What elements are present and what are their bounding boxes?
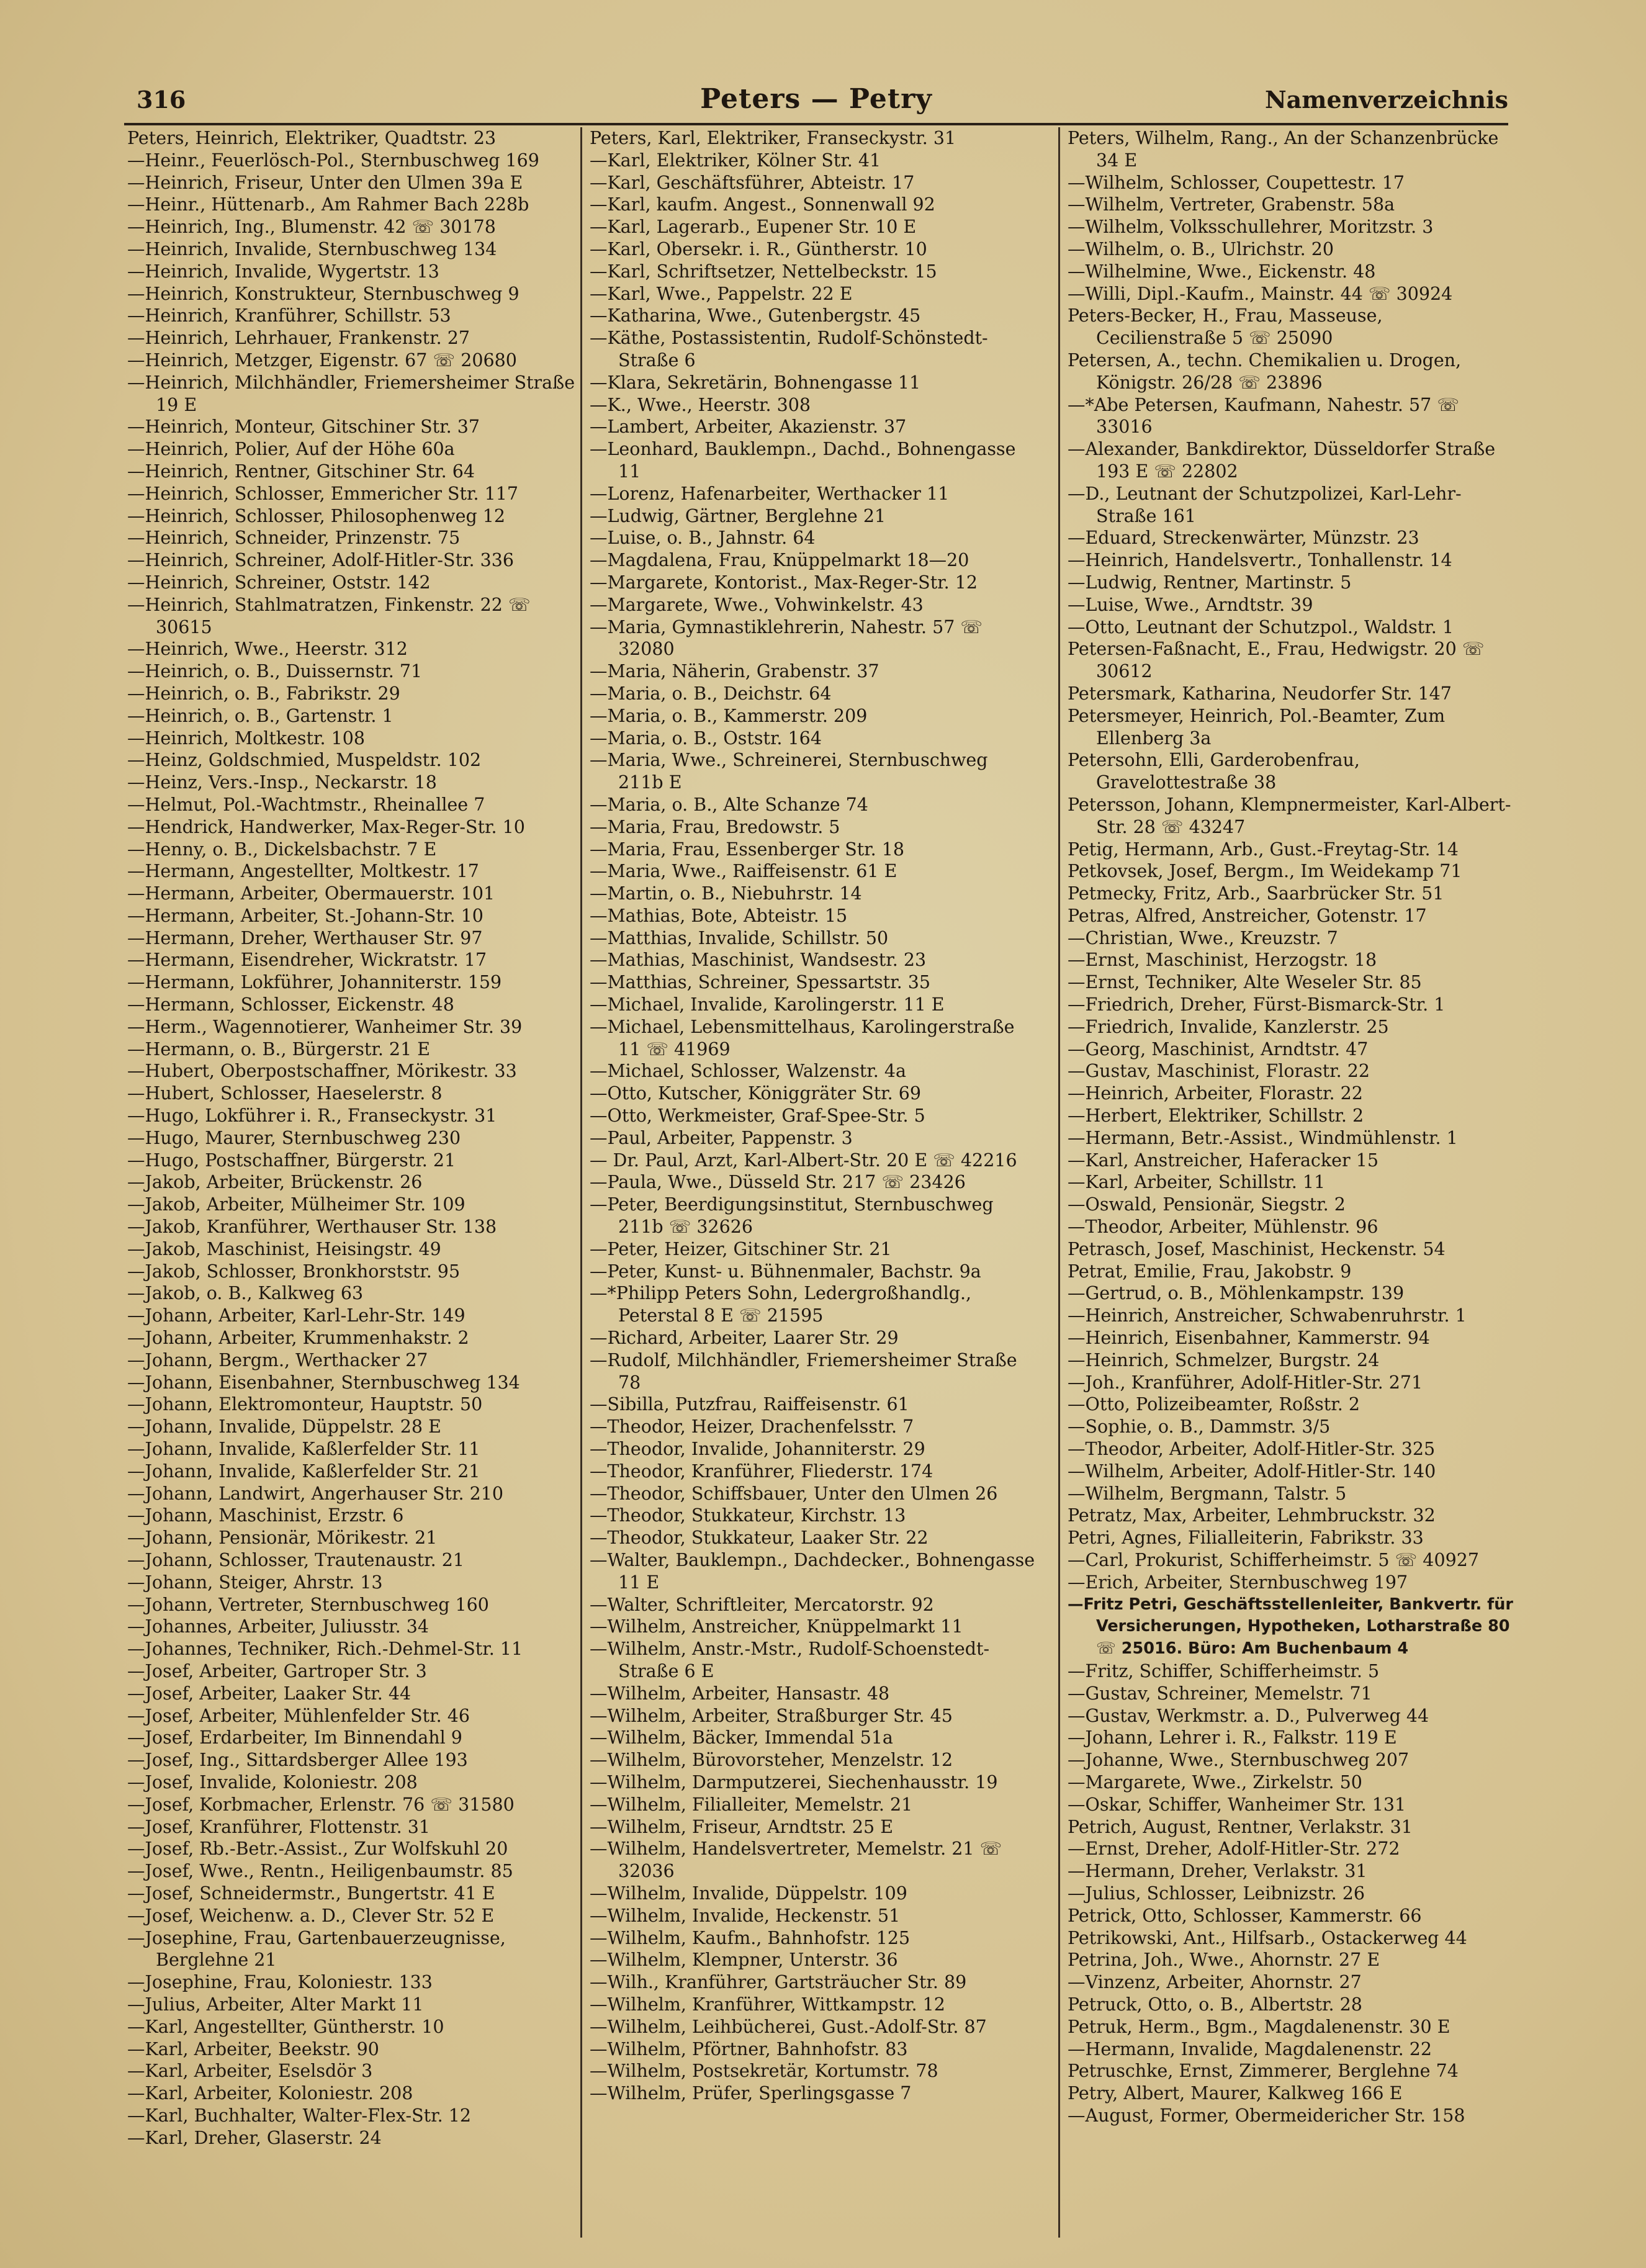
directory-entry: —Margarete, Wwe., Vohwinkelstr. 43: [590, 594, 924, 615]
directory-entry: —Heinrich, Monteur, Gitschiner Str. 37: [127, 416, 480, 438]
directory-entry: —Walter, Schriftleiter, Mercatorstr. 92: [590, 1594, 934, 1615]
directory-entry: —Heinrich, Kranführer, Schillstr. 53: [127, 305, 451, 326]
directory-entry: —Heinrich, Moltkestr. 108: [127, 727, 365, 749]
directory-entry: —Johann, Vertreter, Sternbuschweg 160: [127, 1594, 489, 1615]
directory-entry: —Matthias, Schreiner, Spessartstr. 35: [590, 972, 930, 993]
directory-entry: Petig, Hermann, Arb., Gust.-Freytag-Str. 14: [1068, 839, 1459, 860]
column-right: [1058, 127, 1519, 2238]
directory-entry: —Wilhelm, Handelsvertreter, Memelstr. 21 ☏ 32036: [590, 1838, 1008, 1882]
directory-entry: Peters, Karl, Elektriker, Franseckystr. 31: [590, 128, 956, 148]
directory-entry: —Henny, o. B., Dickelsbachstr. 7 E: [127, 839, 437, 860]
directory-entry: —Heinrich, Arbeiter, Florastr. 22: [1068, 1083, 1363, 1104]
directory-entry: —Wilhelm, Invalide, Heckenstr. 51: [590, 1905, 901, 1926]
directory-entry: —Lorenz, Hafenarbeiter, Werthacker 11: [590, 483, 950, 504]
directory-entry: —Johann, Pensionär, Mörikestr. 21: [127, 1528, 438, 1549]
directory-entry: —Wilhelm, Anstr.-Mstr., Rudolf-Schoenstedt-Straße 6 E: [590, 1639, 990, 1681]
directory-entry: —Hubert, Schlosser, Haeselerstr. 8: [127, 1083, 443, 1104]
directory-entry: —Herm., Wagennotierer, Wanheimer Str. 39: [127, 1016, 523, 1037]
directory-entry: —Leonhard, Bauklempn., Dachd., Bohnengasse 11: [590, 439, 1022, 482]
directory-entry: —Margarete, Wwe., Zirkelstr. 50: [1068, 1771, 1362, 1793]
directory-entry: Petras, Alfred, Anstreicher, Gotenstr. 17: [1068, 905, 1427, 926]
directory-entry: — Dr. Paul, Arzt, Karl-Albert-Str. 20 E ☏ 42216: [590, 1150, 1017, 1171]
directory-entry: —Johann, Elektromonteur, Hauptstr. 50: [127, 1394, 483, 1415]
directory-entry: —Hugo, Lokführer i. R., Franseckystr. 31: [127, 1105, 497, 1127]
directory-entry: Petri, Agnes, Filialleiterin, Fabrikstr. 33: [1068, 1528, 1424, 1549]
directory-entry: —Gustav, Maschinist, Florastr. 22: [1068, 1061, 1370, 1082]
directory-entry: —Johann, Invalide, Düppelstr. 28 E: [127, 1416, 441, 1438]
directory-entry: Petersohn, Elli, Garderobenfrau, Gravelottestraße 38: [1068, 750, 1365, 793]
directory-entry: —Peter, Heizer, Gitschiner Str. 21: [590, 1238, 892, 1259]
directory-entry: —Wilhelm, Bergmann, Talstr. 5: [1068, 1483, 1347, 1504]
directory-entry: —Jakob, Arbeiter, Mülheimer Str. 109: [127, 1194, 465, 1215]
directory-entry: —Wilhelm, Darmputzerei, Siechenhausstr. 19: [590, 1771, 998, 1793]
directory-entry: —Hermann, Dreher, Verlakstr. 31: [1068, 1861, 1367, 1882]
directory-entry: —Wilhelm, Kranführer, Wittkampstr. 12: [590, 1994, 945, 2015]
directory-entry: —Fritz Petri, Geschäftsstellenleiter, Bankvertr. für Versicherungen, Hypotheken, Lotharstraße 80 ☏ 25016. Büro: Am Buchenbaum 4: [1068, 1595, 1519, 1658]
directory-entry: —Johann, Lehrer i. R., Falkstr. 119 E: [1068, 1727, 1397, 1748]
directory-entry: —Wilhelm, Prüfer, Sperlingsgasse 7: [590, 2083, 912, 2104]
directory-entry: —Maria, Näherin, Grabenstr. 37: [590, 661, 879, 682]
directory-entry: —Theodor, Kranführer, Fliederstr. 174: [590, 1460, 933, 1482]
directory-entry: —Mathias, Bote, Abteistr. 15: [590, 905, 848, 926]
directory-entry: —Heinrich, Metzger, Eigenstr. 67 ☏ 20680: [127, 349, 517, 371]
directory-entry: —Josef, Arbeiter, Gartroper Str. 3: [127, 1660, 427, 1681]
directory-entry: —Gustav, Werkmstr. a. D., Pulverweg 44: [1068, 1705, 1429, 1726]
directory-entry: —Julius, Schlosser, Leibnizstr. 26: [1068, 1883, 1365, 1904]
directory-entry: —Josef, Arbeiter, Mühlenfelder Str. 46: [127, 1705, 470, 1726]
directory-entry: —Johannes, Techniker, Rich.-Dehmel-Str. 11: [127, 1639, 523, 1660]
directory-entry: —Luise, o. B., Jahnstr. 64: [590, 528, 816, 549]
directory-entry: —Matthias, Invalide, Schillstr. 50: [590, 927, 889, 948]
directory-entry: —Heinr., Feuerlösch-Pol., Sternbuschweg 169: [127, 150, 539, 171]
directory-entry: —Maria, Wwe., Schreinerei, Sternbuschweg 211b E: [590, 750, 994, 793]
directory-entry: —Christian, Wwe., Kreuzstr. 7: [1068, 927, 1338, 948]
directory-entry: —Karl, Elektriker, Kölner Str. 41: [590, 150, 881, 171]
directory-entry: —Jakob, Schlosser, Bronkhorststr. 95: [127, 1261, 461, 1282]
directory-entry: —Josef, Schneidermstr., Bungertstr. 41 E: [127, 1883, 495, 1904]
directory-entry: —Wilhelm, Pförtner, Bahnhofstr. 83: [590, 2038, 908, 2059]
directory-entry: Petersen, A., techn. Chemikalien u. Drogen, Königstr. 26/28 ☏ 23896: [1068, 349, 1467, 393]
directory-entry: —Karl, Arbeiter, Beekstr. 90: [127, 2038, 379, 2059]
directory-entry: —Johann, Arbeiter, Krummenhakstr. 2: [127, 1328, 469, 1349]
directory-entry: —Herbert, Elektriker, Schillstr. 2: [1068, 1105, 1364, 1127]
directory-entry: —Heinrich, Wwe., Heerstr. 312: [127, 639, 408, 660]
directory-entry: —August, Former, Obermeidericher Str. 158: [1068, 2105, 1465, 2126]
directory-entry: —Hermann, Arbeiter, Obermauerstr. 101: [127, 883, 495, 904]
directory-entry: —Maria, o. B., Oststr. 164: [590, 727, 822, 749]
directory-entry: Petrikowski, Ant., Hilfsarb., Ostackerweg 44: [1068, 1927, 1467, 1948]
directory-entry: —Maria, o. B., Deichstr. 64: [590, 683, 832, 704]
directory-entry: Petrick, Otto, Schlosser, Kammerstr. 66: [1068, 1905, 1422, 1926]
directory-entry: —Maria, Gymnastiklehrerin, Nahestr. 57 ☏ 32080: [590, 616, 989, 660]
directory-entry: —Michael, Schlosser, Walzenstr. 4a: [590, 1061, 907, 1082]
directory-entry: Petersmeyer, Heinrich, Pol.-Beamter, Zum Ellenberg 3a: [1068, 705, 1451, 749]
directory-entry: —Heinz, Vers.-Insp., Neckarstr. 18: [127, 772, 437, 793]
directory-entry: —Paula, Wwe., Düsseld Str. 217 ☏ 23426: [590, 1172, 966, 1193]
directory-entry: —Karl, Wwe., Pappelstr. 22 E: [590, 283, 853, 304]
directory-entry: —Fritz, Schiffer, Schifferheimstr. 5: [1068, 1660, 1380, 1681]
directory-entry: —Oswald, Pensionär, Siegstr. 2: [1068, 1194, 1346, 1215]
directory-entry: —Theodor, Arbeiter, Mühlenstr. 96: [1068, 1217, 1378, 1238]
directory-entry: —Jakob, Maschinist, Heisingstr. 49: [127, 1238, 441, 1259]
directory-entry: —Heinrich, Rentner, Gitschiner Str. 64: [127, 461, 475, 482]
directory-entry: —Ludwig, Gärtner, Berglehne 21: [590, 505, 886, 526]
directory-entry: Petruck, Otto, o. B., Albertstr. 28: [1068, 1994, 1362, 2015]
directory-entry: —Otto, Leutnant der Schutzpol., Waldstr. 1: [1068, 616, 1454, 637]
directory-entry: Petry, Albert, Maurer, Kalkweg 166 E: [1068, 2083, 1403, 2104]
directory-entry: —Heinrich, Polier, Auf der Höhe 60a: [127, 439, 455, 460]
directory-entry: —Heinrich, Anstreicher, Schwabenruhrstr. 1: [1068, 1305, 1467, 1326]
directory-entry: —Johann, Steiger, Ahrstr. 13: [127, 1572, 383, 1593]
directory-entry: —Theodor, Arbeiter, Adolf-Hitler-Str. 325: [1068, 1439, 1436, 1460]
directory-entry: Petrasch, Josef, Maschinist, Heckenstr. 54: [1068, 1238, 1446, 1259]
directory-entry: —Hugo, Maurer, Sternbuschweg 230: [127, 1127, 461, 1148]
directory-entry: —Wilhelm, Invalide, Düppelstr. 109: [590, 1883, 907, 1904]
directory-entry: —Heinrich, Invalide, Sternbuschweg 134: [127, 238, 497, 259]
directory-entry: —Michael, Invalide, Karolingerstr. 11 E: [590, 994, 945, 1015]
directory-entry: —Heinrich, Milchhändler, Friemersheimer Straße 19 E: [127, 372, 581, 415]
directory-entry: —Friedrich, Dreher, Fürst-Bismarck-Str. 1: [1068, 994, 1446, 1015]
directory-entry: —Heinrich, Schreiner, Adolf-Hitler-Str. 336: [127, 550, 515, 571]
directory-entry: —Sibilla, Putzfrau, Raiffeisenstr. 61: [590, 1394, 909, 1415]
directory-entry: —Josef, Erdarbeiter, Im Binnendahl 9: [127, 1727, 462, 1748]
directory-entry: —Hermann, o. B., Bürgerstr. 21 E: [127, 1038, 431, 1060]
directory-entry: —Hugo, Postschaffner, Bürgerstr. 21: [127, 1150, 456, 1171]
directory-entry: —Ludwig, Rentner, Martinstr. 5: [1068, 572, 1352, 593]
directory-entry: —Wilhelm, Vertreter, Grabenstr. 58a: [1068, 194, 1395, 215]
directory-entry: —Hermann, Dreher, Werthauser Str. 97: [127, 927, 483, 948]
directory-entry: —Wilhelm, Kaufm., Bahnhofstr. 125: [590, 1927, 911, 1948]
directory-entry: —Wilhelmine, Wwe., Eickenstr. 48: [1068, 261, 1376, 282]
directory-entry: —Wilh., Kranführer, Gartsträucher Str. 89: [590, 1972, 967, 1993]
directory-entry: —D., Leutnant der Schutzpolizei, Karl-Lehr-Straße 161: [1068, 483, 1462, 526]
directory-entry: —Hendrick, Handwerker, Max-Reger-Str. 10: [127, 816, 525, 837]
directory-entry: —Karl, Buchhalter, Walter-Flex-Str. 12: [127, 2105, 471, 2126]
directory-entry: —Heinrich, Schlosser, Emmericher Str. 117: [127, 483, 519, 504]
directory-entry: —Josef, Weichenw. a. D., Clever Str. 52 E: [127, 1905, 495, 1926]
directory-entry: —Josef, Kranführer, Flottenstr. 31: [127, 1816, 430, 1837]
directory-entry: —Sophie, o. B., Dammstr. 3/5: [1068, 1416, 1331, 1438]
directory-entry: —Hubert, Oberpostschaffner, Mörikestr. 33: [127, 1061, 517, 1082]
directory-entry: —Walter, Bauklempn., Dachdecker., Bohnengasse 11 E: [590, 1550, 1041, 1593]
directory-entry: —Erich, Arbeiter, Sternbuschweg 197: [1068, 1572, 1408, 1593]
directory-entry: —Karl, Anstreicher, Haferacker 15: [1068, 1150, 1378, 1171]
directory-entry: —Lambert, Arbeiter, Akazienstr. 37: [590, 416, 907, 438]
directory-entry: —Johann, Bergm., Werthacker 27: [127, 1349, 428, 1370]
directory-entry: —Helmut, Pol.-Wachtmstr., Rheinallee 7: [127, 794, 485, 815]
directory-entry: —Jakob, Kranführer, Werthauser Str. 138: [127, 1217, 497, 1238]
directory-entry: —Georg, Maschinist, Arndtstr. 47: [1068, 1038, 1369, 1060]
directory-entry: —Johann, Schlosser, Trautenaustr. 21: [127, 1550, 465, 1570]
directory-entry: —Ernst, Maschinist, Herzogstr. 18: [1068, 950, 1377, 971]
directory-entry: —Gustav, Schreiner, Memelstr. 71: [1068, 1683, 1372, 1704]
directory-entry: —Jakob, Arbeiter, Brückenstr. 26: [127, 1172, 423, 1193]
directory-entry: —Heinrich, Schreiner, Oststr. 142: [127, 572, 431, 593]
directory-entry: Petmecky, Fritz, Arb., Saarbrücker Str. 51: [1068, 883, 1444, 904]
directory-entry: —Otto, Polizeibeamter, Roßstr. 2: [1068, 1394, 1360, 1415]
directory-entry: —Mathias, Maschinist, Wandsestr. 23: [590, 950, 927, 971]
directory-entry: —Richard, Arbeiter, Laarer Str. 29: [590, 1328, 899, 1349]
directory-entry: Peters, Wilhelm, Rang., An der Schanzenbrücke 34 E: [1068, 128, 1504, 171]
directory-entry: —Karl, Geschäftsführer, Abteistr. 17: [590, 172, 915, 193]
directory-entry: —Josef, Invalide, Koloniestr. 208: [127, 1771, 418, 1793]
directory-entry: —Maria, o. B., Kammerstr. 209: [590, 705, 868, 726]
directory-entry: —Gertrud, o. B., Möhlenkampstr. 139: [1068, 1283, 1405, 1304]
directory-entry: —Heinrich, Konstrukteur, Sternbuschweg 9: [127, 283, 519, 304]
directory-entry: —Johann, Landwirt, Angerhauser Str. 210: [127, 1483, 504, 1504]
directory-entry: —Peter, Kunst- u. Bühnenmaler, Bachstr. 9a: [590, 1261, 981, 1282]
directory-entry: —Theodor, Schiffsbauer, Unter den Ulmen 26: [590, 1483, 998, 1504]
directory-entry: —Karl, Arbeiter, Eselsdör 3: [127, 2061, 373, 2082]
directory-entry: —Willi, Dipl.-Kaufm., Mainstr. 44 ☏ 30924: [1068, 283, 1453, 304]
directory-entry: —Wilhelm, Postsekretär, Kortumstr. 78: [590, 2061, 938, 2082]
directory-entry: —Heinrich, Schneider, Prinzenstr. 75: [127, 528, 461, 549]
directory-entry: —Josef, Rb.-Betr.-Assist., Zur Wolfskuhl 20: [127, 1838, 508, 1860]
directory-entry: Petrat, Emilie, Frau, Jakobstr. 9: [1068, 1261, 1352, 1282]
directory-entry: —Johannes, Arbeiter, Juliusstr. 34: [127, 1616, 429, 1637]
directory-entry: —Johann, Maschinist, Erzstr. 6: [127, 1505, 404, 1526]
directory-entry: —Luise, Wwe., Arndtstr. 39: [1068, 594, 1313, 615]
directory-entry: Petkovsek, Josef, Bergm., Im Weidekamp 71: [1068, 861, 1462, 882]
directory-entry: —Josephine, Frau, Koloniestr. 133: [127, 1972, 433, 1993]
directory-entry: —Josef, Wwe., Rentn., Heiligenbaumstr. 85: [127, 1861, 513, 1882]
directory-entry: —Oskar, Schiffer, Wanheimer Str. 131: [1068, 1794, 1406, 1815]
directory-entry: —Theodor, Heizer, Drachenfelsstr. 7: [590, 1416, 914, 1438]
directory-entry: —Hermann, Lokführer, Johanniterstr. 159: [127, 972, 502, 993]
directory-entry: —Maria, Frau, Essenberger Str. 18: [590, 839, 905, 860]
directory-entry: —Karl, Dreher, Glaserstr. 24: [127, 2127, 382, 2148]
directory-entry: —Wilhelm, Arbeiter, Straßburger Str. 45: [590, 1705, 953, 1726]
directory-entry: —Michael, Lebensmittelhaus, Karolingerstraße 11 ☏ 41969: [590, 1016, 1020, 1060]
directory-entry: —Margarete, Kontorist., Max-Reger-Str. 12: [590, 572, 978, 593]
directory-entry: —Rudolf, Milchhändler, Friemersheimer Straße 78: [590, 1349, 1023, 1393]
directory-entry: —Wilhelm, Friseur, Arndtstr. 25 E: [590, 1816, 894, 1837]
directory-entry: Petersson, Johann, Klempnermeister, Karl-Albert-Str. 28 ☏ 43247: [1068, 794, 1511, 837]
directory-entry: —Heinrich, o. B., Duissernstr. 71: [127, 661, 423, 682]
directory-entry: —Johann, Arbeiter, Karl-Lehr-Str. 149: [127, 1305, 465, 1326]
directory-entry: —Wilhelm, Bäcker, Immendal 51a: [590, 1727, 893, 1748]
directory-entry: —Jakob, o. B., Kalkweg 63: [127, 1283, 364, 1304]
column-left: [127, 127, 580, 2238]
directory-entry: Petersmark, Katharina, Neudorfer Str. 147: [1068, 683, 1452, 704]
directory-entry: —Peter, Beerdigungsinstitut, Sternbuschweg 211b ☏ 32626: [590, 1194, 999, 1238]
directory-entry: —Martin, o. B., Niebuhrstr. 14: [590, 883, 862, 904]
directory-entry: —Wilhelm, Klempner, Unterstr. 36: [590, 1950, 898, 1971]
directory-entry: —Friedrich, Invalide, Kanzlerstr. 25: [1068, 1016, 1389, 1037]
directory-entry: —Karl, kaufm. Angest., Sonnenwall 92: [590, 194, 935, 215]
directory-entry: —Heinrich, o. B., Fabrikstr. 29: [127, 683, 400, 704]
directory-entry: —Eduard, Streckenwärter, Münzstr. 23: [1068, 528, 1419, 549]
directory-entry: —Josephine, Frau, Gartenbauerzeugnisse, Berglehne 21: [127, 1927, 511, 1971]
page-number: 316: [137, 86, 186, 114]
directory-entry: —Carl, Prokurist, Schifferheimstr. 5 ☏ 40927: [1068, 1550, 1479, 1570]
directory-entry: —Otto, Werkmeister, Graf-Spee-Str. 5: [590, 1105, 925, 1127]
directory-entry: —Heinrich, Schmelzer, Burgstr. 24: [1068, 1349, 1380, 1370]
directory-entry: —Heinrich, Stahlmatratzen, Finkenstr. 22 ☏ 30615: [127, 594, 536, 637]
directory-entry: —Hermann, Schlosser, Eickenstr. 48: [127, 994, 454, 1015]
directory-entry: —Joh., Kranführer, Adolf-Hitler-Str. 271: [1068, 1372, 1423, 1393]
directory-entry: Petruschke, Ernst, Zimmerer, Berglehne 74: [1068, 2061, 1459, 2082]
directory-entry: —Johanne, Wwe., Sternbuschweg 207: [1068, 1750, 1410, 1771]
directory-entry: Petrina, Joh., Wwe., Ahornstr. 27 E: [1068, 1950, 1380, 1971]
directory-entry: —Heinrich, o. B., Gartenstr. 1: [127, 705, 394, 726]
directory-entry: —Wilhelm, o. B., Ulrichstr. 20: [1068, 238, 1334, 259]
directory-entry: —Josef, Korbmacher, Erlenstr. 76 ☏ 31580: [127, 1794, 515, 1815]
directory-entry: —Hermann, Invalide, Magdalenenstr. 22: [1068, 2038, 1432, 2059]
directory-entry: Petratz, Max, Arbeiter, Lehmbruckstr. 32: [1068, 1505, 1436, 1526]
directory-entry: —Julius, Arbeiter, Alter Markt 11: [127, 1994, 424, 2015]
directory-entry: —*Philipp Peters Sohn, Ledergroßhandlg., Peterstal 8 E ☏ 21595: [590, 1283, 978, 1326]
directory-entry: —Wilhelm, Schlosser, Coupettestr. 17: [1068, 172, 1405, 193]
directory-entry: —Karl, Arbeiter, Koloniestr. 208: [127, 2083, 413, 2104]
directory-entry: —Johann, Invalide, Kaßlerfelder Str. 11: [127, 1439, 480, 1460]
directory-entry: —Heinz, Goldschmied, Muspeldstr. 102: [127, 750, 482, 771]
directory-entry: —Karl, Schriftsetzer, Nettelbeckstr. 15: [590, 261, 937, 282]
directory-entry: —Hermann, Eisendreher, Wickratstr. 17: [127, 950, 487, 971]
directory-entry: —Maria, o. B., Alte Schanze 74: [590, 794, 868, 815]
column-middle: [580, 127, 1041, 2238]
directory-entry: —Alexander, Bankdirektor, Düsseldorfer Straße 193 E ☏ 22802: [1068, 439, 1501, 482]
directory-entry: —Karl, Lagerarb., Eupener Str. 10 E: [590, 217, 917, 238]
directory-entry: —K., Wwe., Heerstr. 308: [590, 394, 811, 415]
directory-entry: —Maria, Frau, Bredowstr. 5: [590, 816, 840, 837]
directory-entry: —Heinrich, Friseur, Unter den Ulmen 39a E: [127, 172, 523, 193]
page-title: Peters — Petry: [700, 83, 932, 115]
directory-entry: —Karl, Angestellter, Güntherstr. 10: [127, 2016, 444, 2037]
page-header: [124, 81, 1508, 125]
directory-entry: —Johann, Invalide, Kaßlerfelder Str. 21: [127, 1460, 480, 1482]
directory-entry: —Ernst, Dreher, Adolf-Hitler-Str. 272: [1068, 1838, 1400, 1860]
directory-entry: Peters, Heinrich, Elektriker, Quadtstr. 23: [127, 128, 497, 148]
directory-entry: Peters-Becker, H., Frau, Masseuse, Cecilienstraße 5 ☏ 25090: [1068, 305, 1388, 349]
directory-entry: —Heinrich, Schlosser, Philosophenweg 12: [127, 505, 506, 526]
directory-entry: —Heinrich, Handelsvertr., Tonhallenstr. 14: [1068, 550, 1452, 571]
section-title: Namenverzeichnis: [1264, 86, 1508, 114]
directory-entry: —Karl, Arbeiter, Schillstr. 11: [1068, 1172, 1326, 1193]
directory-entry: —Maria, Wwe., Raiffeisenstr. 61 E: [590, 861, 897, 882]
directory-entry: —Katharina, Wwe., Gutenbergstr. 45: [590, 305, 921, 326]
directory-entry: —Heinrich, Invalide, Wygertstr. 13: [127, 261, 439, 282]
directory-entry: —Wilhelm, Arbeiter, Hansastr. 48: [590, 1683, 890, 1704]
directory-entry: —Paul, Arbeiter, Pappenstr. 3: [590, 1127, 853, 1148]
directory-entry: —Wilhelm, Arbeiter, Adolf-Hitler-Str. 140: [1068, 1460, 1436, 1482]
directory-entry: —Heinr., Hüttenarb., Am Rahmer Bach 228b: [127, 194, 529, 215]
directory-entry: —Theodor, Stukkateur, Laaker Str. 22: [590, 1528, 929, 1549]
directory-entry: —Johann, Eisenbahner, Sternbuschweg 134: [127, 1372, 520, 1393]
directory-entry: —Heinrich, Eisenbahner, Kammerstr. 94: [1068, 1328, 1430, 1349]
directory-entry: —Klara, Sekretärin, Bohnengasse 11: [590, 372, 921, 393]
directory-entry: —Magdalena, Frau, Knüppelmarkt 18—20: [590, 550, 969, 571]
directory-entry: —Theodor, Invalide, Johanniterstr. 29: [590, 1439, 925, 1460]
directory-entry: —Josef, Ing., Sittardsberger Allee 193: [127, 1750, 468, 1771]
directory-entry: Petruk, Herm., Bgm., Magdalenenstr. 30 E: [1068, 2016, 1450, 2037]
directory-entry: —Wilhelm, Leihbücherei, Gust.-Adolf-Str. 87: [590, 2016, 987, 2037]
directory-entry: —Wilhelm, Anstreicher, Knüppelmarkt 11: [590, 1616, 963, 1637]
directory-entry: —Hermann, Betr.-Assist., Windmühlenstr. 1: [1068, 1127, 1458, 1148]
directory-entry: Petersen-Faßnacht, E., Frau, Hedwigstr. 20 ☏ 30612: [1068, 639, 1490, 682]
directory-entry: Petrich, August, Rentner, Verlakstr. 31: [1068, 1816, 1413, 1837]
directory-entry: —*Abe Petersen, Kaufmann, Nahestr. 57 ☏ 33016: [1068, 394, 1465, 438]
directory-entry: —Theodor, Stukkateur, Kirchstr. 13: [590, 1505, 906, 1526]
directory-entry: —Wilhelm, Filialleiter, Memelstr. 21: [590, 1794, 913, 1815]
directory-entry: —Heinrich, Ing., Blumenstr. 42 ☏ 30178: [127, 217, 496, 238]
directory-entry: —Wilhelm, Volksschullehrer, Moritzstr. 3: [1068, 217, 1434, 238]
directory-entry: —Wilhelm, Bürovorsteher, Menzelstr. 12: [590, 1750, 953, 1771]
directory-entry: —Heinrich, Lehrhauer, Frankenstr. 27: [127, 328, 470, 349]
directory-entry: —Vinzenz, Arbeiter, Ahornstr. 27: [1068, 1972, 1362, 1993]
directory-entry: —Hermann, Arbeiter, St.-Johann-Str. 10: [127, 905, 483, 926]
directory-entry: —Otto, Kutscher, Königgräter Str. 69: [590, 1083, 922, 1104]
directory-entry: —Ernst, Techniker, Alte Weseler Str. 85: [1068, 972, 1422, 993]
directory-entry: —Hermann, Angestellter, Moltkestr. 17: [127, 861, 479, 882]
directory-entry: —Josef, Arbeiter, Laaker Str. 44: [127, 1683, 412, 1704]
directory-entry: —Käthe, Postassistentin, Rudolf-Schönstedt-Straße 6: [590, 328, 988, 371]
directory-entry: —Karl, Obersekr. i. R., Güntherstr. 10: [590, 238, 927, 259]
